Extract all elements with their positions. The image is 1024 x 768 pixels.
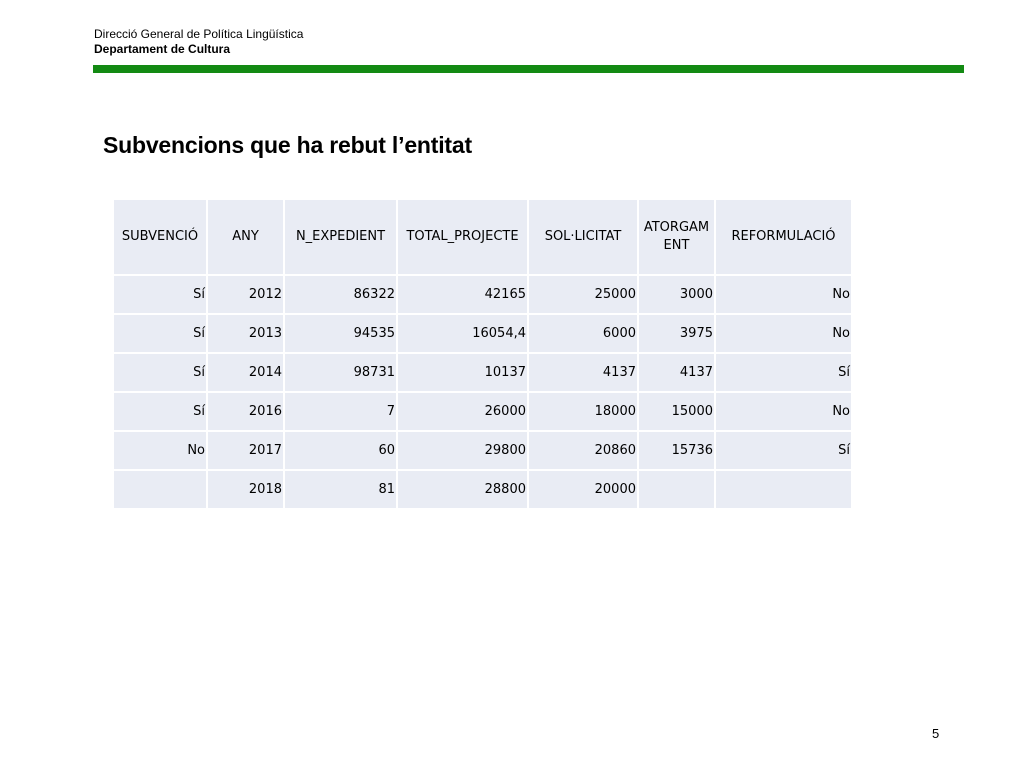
table-cell: 86322 bbox=[284, 275, 397, 314]
header-organization bbox=[94, 27, 303, 57]
table-cell: 20860 bbox=[528, 431, 638, 470]
table-header-row bbox=[113, 199, 852, 275]
table-cell: 2013 bbox=[207, 314, 284, 353]
table-row bbox=[113, 392, 852, 431]
table-cell: 15736 bbox=[638, 431, 715, 470]
table-cell: 7 bbox=[284, 392, 397, 431]
col-header-reformulacio: REFORMULACIÓ bbox=[715, 199, 852, 275]
table-cell bbox=[638, 470, 715, 509]
table-cell: No bbox=[715, 314, 852, 353]
table-cell: 15000 bbox=[638, 392, 715, 431]
slide-title: Subvencions que ha rebut l’entitat bbox=[103, 132, 472, 158]
subsidies-table bbox=[112, 198, 853, 510]
table-cell: Sí bbox=[715, 353, 852, 392]
col-header-subvencio: SUBVENCIÓ bbox=[113, 199, 207, 275]
table-cell: 2016 bbox=[207, 392, 284, 431]
table-cell: Sí bbox=[113, 353, 207, 392]
table-cell: 81 bbox=[284, 470, 397, 509]
table-cell: 20000 bbox=[528, 470, 638, 509]
table-cell: 26000 bbox=[397, 392, 528, 431]
table-cell: Sí bbox=[113, 314, 207, 353]
table-cell bbox=[715, 470, 852, 509]
table-cell: 6000 bbox=[528, 314, 638, 353]
org-name-line1: Direcció General de Política Lingüística bbox=[94, 27, 304, 41]
table-row bbox=[113, 314, 852, 353]
col-header-atorgament: ATORGAM ENT bbox=[638, 199, 715, 275]
table-cell: 28800 bbox=[397, 470, 528, 509]
table-cell: 18000 bbox=[528, 392, 638, 431]
table-cell: 3975 bbox=[638, 314, 715, 353]
table-cell: Sí bbox=[113, 275, 207, 314]
table-cell: No bbox=[113, 431, 207, 470]
table-cell: 16054,4 bbox=[397, 314, 528, 353]
table-cell: 2018 bbox=[207, 470, 284, 509]
table-cell: 60 bbox=[284, 431, 397, 470]
table-cell: 10137 bbox=[397, 353, 528, 392]
header-divider-bar bbox=[93, 65, 964, 73]
table-cell: 2017 bbox=[207, 431, 284, 470]
page-number: 5 bbox=[932, 726, 940, 741]
table-row bbox=[113, 470, 852, 509]
table-cell: 2012 bbox=[207, 275, 284, 314]
col-header-any: ANY bbox=[207, 199, 284, 275]
table-cell: Sí bbox=[113, 392, 207, 431]
table-row bbox=[113, 431, 852, 470]
table-cell: 98731 bbox=[284, 353, 397, 392]
table-cell: No bbox=[715, 275, 852, 314]
table-cell: 4137 bbox=[638, 353, 715, 392]
col-header-total-projecte: TOTAL_PROJECTE bbox=[397, 199, 528, 275]
table-cell: 3000 bbox=[638, 275, 715, 314]
col-header-n-expedient: N_EXPEDIENT bbox=[284, 199, 397, 275]
table-cell: 4137 bbox=[528, 353, 638, 392]
table-cell: 25000 bbox=[528, 275, 638, 314]
table-cell: 29800 bbox=[397, 431, 528, 470]
table-cell: Sí bbox=[715, 431, 852, 470]
table-cell: 2014 bbox=[207, 353, 284, 392]
table-row bbox=[113, 275, 852, 314]
col-header-sollicitat: SOL·LICITAT bbox=[528, 199, 638, 275]
org-name-line2: Departament de Cultura bbox=[94, 42, 231, 56]
table-cell: 94535 bbox=[284, 314, 397, 353]
table-cell bbox=[113, 470, 207, 509]
table-cell: No bbox=[715, 392, 852, 431]
table-row bbox=[113, 353, 852, 392]
table-cell: 42165 bbox=[397, 275, 528, 314]
